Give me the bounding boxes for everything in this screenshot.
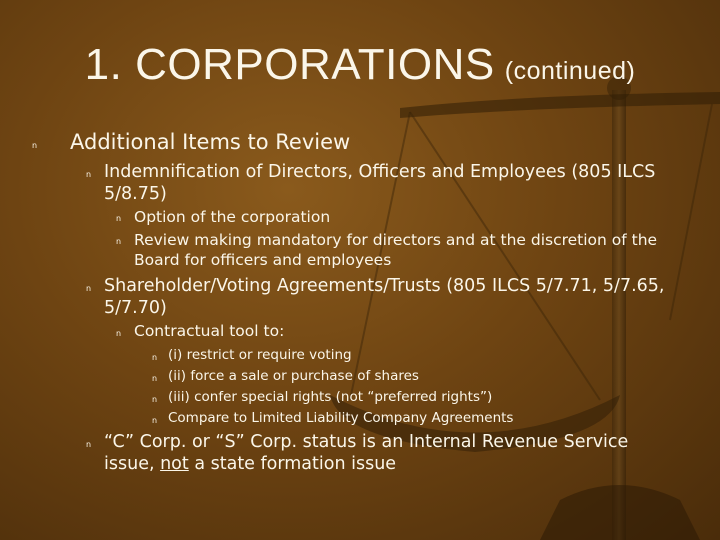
- bullet-icon: n: [86, 170, 92, 179]
- item-contractual: Contractual tool to:: [134, 322, 285, 340]
- item-corp-status-line2: [104, 454, 396, 474]
- item-review-line2: Board for officers and employees: [134, 251, 392, 269]
- bullet-icon: n: [116, 214, 122, 223]
- bullet-icon: n: [152, 395, 158, 404]
- bullet-icon: n: [86, 440, 92, 449]
- item-option: Option of the corporation: [134, 208, 331, 226]
- bullet-icon: n: [32, 141, 38, 150]
- item-review-line1: Review making mandatory for directors and at the discretion of the: [134, 231, 658, 249]
- corp-status-pre: issue,: [104, 454, 161, 474]
- slide-title-suffix: (continued): [504, 57, 636, 85]
- corp-status-emphasis: not: [160, 454, 189, 474]
- slide-title: [0, 40, 720, 90]
- item-indemnification-line1: Indemnification of Directors, Officers and Employees (805 ILCS: [104, 162, 656, 182]
- corp-status-post: a state formation issue: [188, 454, 397, 474]
- item-sub-compare: Compare to Limited Liability Company Agreements: [168, 410, 514, 426]
- item-sub-ii: (ii) force a sale or purchase of shares: [168, 368, 419, 384]
- item-shareholder-line2: 5/7.70): [104, 298, 167, 318]
- item-shareholder-line1: Shareholder/Voting Agreements/Trusts (805 ILCS 5/7.71, 5/7.65,: [104, 276, 665, 296]
- item-additional: Additional Items to Review: [70, 130, 351, 154]
- bullet-icon: n: [152, 416, 158, 425]
- item-indemnification-line2: 5/8.75): [104, 184, 167, 204]
- bullet-icon: n: [152, 353, 158, 362]
- item-sub-iii: (iii) confer special rights (not “preferred rights”): [168, 389, 493, 405]
- bullet-icon: n: [116, 237, 122, 246]
- bullet-icon: n: [152, 374, 158, 383]
- item-corp-status-line1: “C” Corp. or “S” Corp. status is an Internal Revenue Service: [104, 432, 629, 452]
- item-sub-i: (i) restrict or require voting: [168, 347, 352, 363]
- bullet-icon: n: [86, 284, 92, 293]
- slide-title-main: 1. CORPORATIONS: [84, 40, 495, 89]
- bullet-icon: n: [116, 329, 122, 338]
